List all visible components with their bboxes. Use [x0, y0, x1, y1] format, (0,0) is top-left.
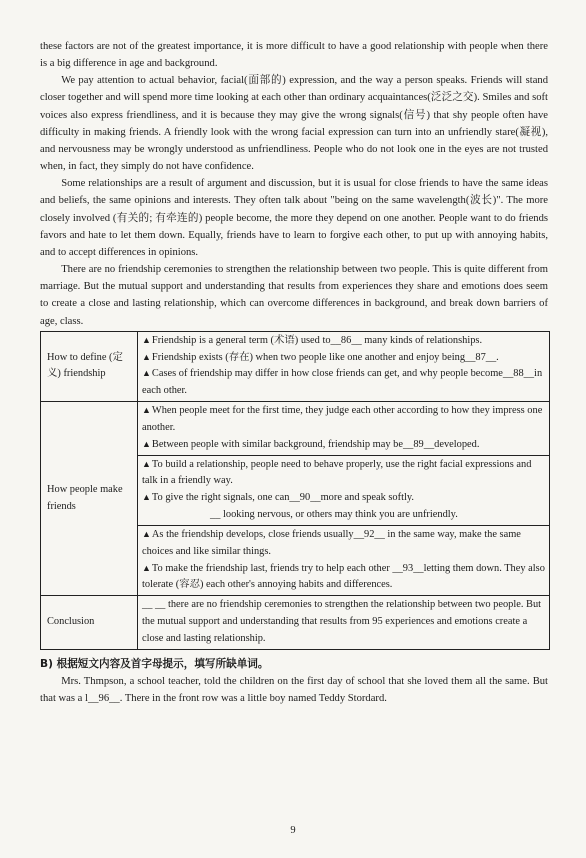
summary-table	[40, 331, 550, 650]
paragraph-1: these factors are not of the greatest importance, it is more difficult to have a good relationship with people when there is a big difference in age and background.	[40, 41, 548, 70]
table-item: ▲ To make the friendship last, friends try to help each other __93__letting them down. They also tolerate (容忍) each other's annoying habits and differences.	[142, 561, 545, 595]
table-row-define	[41, 331, 550, 401]
table-row-label: How to define (定义) friendship	[41, 331, 138, 401]
paragraph-4: There are no friendship ceremonies to strengthen the relationship between two people. This is quite different from marriage. But the mutual support and understanding that results from experiences they share and emotions does seem to create a close and lasting relationship, which can overcome differences in background, and break down barriers of age, class.	[40, 264, 548, 327]
table-item: ▲ When people meet for the first time, they judge each other according to how they impress one another.	[142, 403, 545, 437]
table-row-make-friends	[41, 402, 550, 456]
table-cell-content	[138, 331, 550, 401]
table-item: ▲ Friendship is a general term (术语) used to__86__ many kinds of relationships.	[142, 333, 545, 350]
table-cell-content	[138, 525, 550, 595]
table-item: ▲ Between people with similar background, friendship may be__89__developed.	[142, 437, 545, 454]
paragraph-2: We pay attention to actual behavior, facial(面部的) expression, and the way a person speaks. Friends will stand closer together and will spend more time looking at each other than ordinary acquaintances(泛泛之交). Smiles and soft voices also express friendliness, and it is because they may give the wrong signals(信号) that shy people often have difficulty in making friends. A friendly look with the wrong facial expression can turn into an unfriendly stare(凝视), and nervousness may be wrongly understood as unfriendliness. People who do not look one in the eyes are not trusted when, in fact, they simply do not have confidence.	[40, 75, 548, 173]
paragraph-3: Some relationships are a result of argument and discussion, but it is usual for close friends to have the same ideas and beliefs, the same opinions and interests. They often talk about "being on the same wavelength(波长)". The more closely involved (有关的; 有牵连的) people become, the more they depend on one another. People want to do friends favors and hate to let them down. Equally, friends have to learn to forgive each other, to put up with annoying habits, and to accept differences in opinions.	[40, 178, 548, 258]
table-row-label: Conclusion	[41, 596, 138, 650]
table-item: ▲ To build a relationship, people need to behave properly, use the right facial expressions and talk in a friendly way.	[142, 457, 545, 491]
table-cell-content	[138, 596, 550, 650]
table-item: ▲ Cases of friendship may differ in how close friends can get, and why people become__88__in each other.	[142, 366, 545, 400]
table-item: __ looking nervous, or others may think you are unfriendly.	[210, 509, 458, 521]
table-row-label: How people make friends	[41, 402, 138, 596]
table-item: __ __ there are no friendship ceremonies to strengthen the relationship between two people. But the mutual support and understanding that results from 95 experiences and emotions create a close and lasting relationship.	[142, 599, 542, 644]
table-cell-content	[138, 402, 550, 456]
table-row-conclusion	[41, 596, 550, 650]
page-number: 9	[290, 825, 296, 836]
table-item: ▲ To give the right signals, one can__90__more and speak softly.	[142, 490, 545, 507]
table-item: ▲ As the friendship develops, close friends usually__92__ in the same way, make the same choices and like similar things.	[142, 527, 545, 561]
table-cell-content	[138, 455, 550, 525]
section-b-heading: B) 根据短文内容及首字母提示，填写所缺单词。	[40, 657, 269, 670]
section-b-text: Mrs. Thmpson, a school teacher, told the children on the first day of school that she loved them all the same. But that was a l__96__. There in the front row was a little boy named Teddy Stordard.	[40, 676, 548, 705]
table-item: ▲ Friendship exists (存在) when two people like one another and enjoy being__87__.	[142, 350, 545, 367]
page-content	[40, 38, 548, 707]
